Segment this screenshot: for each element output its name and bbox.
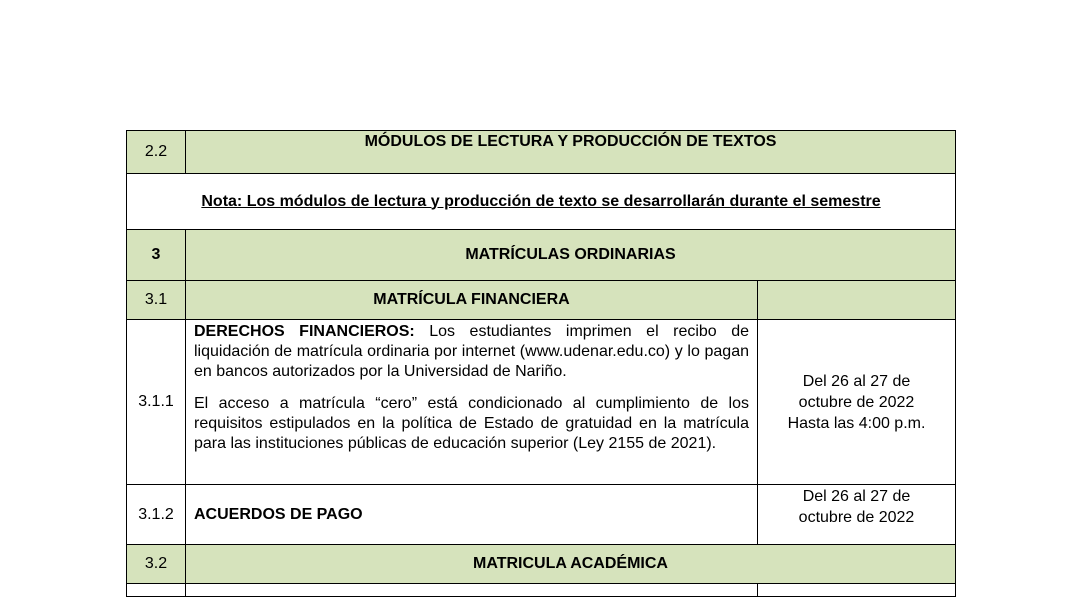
paragraph-2: El acceso a matrícula “cero” está condicionado al cumplimiento de los requisitos estipulados en la política de Estado de gratuidad en la matrícula para las instituciones públicas de educación superior (Ley 2155 de 2021). [194, 395, 749, 452]
date-cell-empty [758, 281, 956, 320]
date-line: octubre de 2022 [798, 509, 915, 526]
date-line: Del 26 al 27 de [802, 372, 911, 390]
paragraph-1-text: Los estudiantes imprimen el recibo de liquidación de matrícula ordinaria por internet (www.udenar.edu.co) y lo pagan en bancos autorizados por la Universidad de Nariño. [194, 323, 750, 380]
item-row-3-1-1 [127, 320, 956, 485]
section-row-3-1 [127, 281, 956, 320]
section-row-3 [127, 230, 956, 281]
item-number: 3.1.2 [127, 485, 186, 545]
item-number: 3.1.1 [127, 320, 186, 485]
section-number: 2.2 [127, 131, 186, 174]
date-line: Del 26 al 27 de [802, 488, 911, 505]
continued-row [127, 584, 956, 597]
item-date [758, 320, 956, 485]
section-title: MATRÍCULAS ORDINARIAS [186, 230, 956, 281]
item-label: ACUERDOS DE PAGO [186, 485, 758, 545]
section-title: MATRICULA ACADÉMICA [186, 545, 956, 584]
note-row [127, 174, 956, 230]
item-date [758, 485, 956, 545]
note-text: Nota: Los módulos de lectura y producción de texto se desarrollarán durante el semestre [201, 192, 881, 210]
item-row-3-1-2 [127, 485, 956, 545]
section-row-2-2 [127, 131, 956, 174]
item-description [186, 320, 758, 485]
calendar-table [126, 130, 956, 597]
time-line: Hasta las 4:00 p.m. [787, 414, 926, 432]
date-line: octubre de 2022 [798, 393, 915, 411]
section-number: 3.2 [127, 545, 186, 584]
section-row-3-2 [127, 545, 956, 584]
paragraph-1 [194, 322, 749, 382]
section-number: 3 [127, 230, 186, 281]
item-label: DERECHOS FINANCIEROS: [194, 323, 415, 340]
section-number: 3.1 [127, 281, 186, 320]
section-title: MATRÍCULA FINANCIERA [186, 281, 758, 320]
section-title: MÓDULOS DE LECTURA Y PRODUCCIÓN DE TEXTOS [186, 131, 956, 174]
